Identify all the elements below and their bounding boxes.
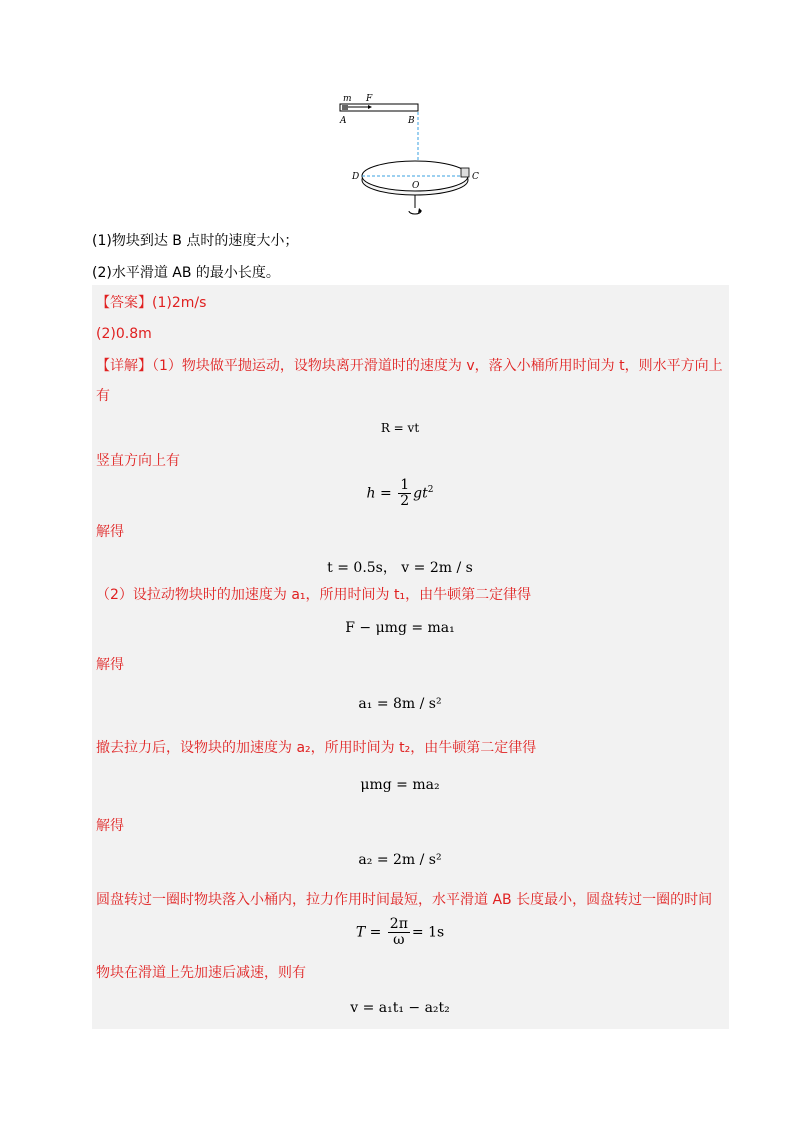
answer-1: (1)2m/s (152, 295, 207, 311)
eq8-left: T = (355, 924, 382, 941)
equation-5: a₁ = 8m / s² (358, 696, 442, 712)
question-1: (1)物块到达 B 点时的速度大小； (92, 233, 299, 249)
eq8-right: = 1s (411, 924, 445, 941)
disk-track-diagram (330, 90, 500, 230)
detail-p4: （2）设拉动物块时的加速度为 a₁，所用时间为 t₁，由牛顿第二定律得 (96, 587, 532, 603)
bucket (461, 168, 469, 177)
equation-2: h = $\frac{1}{2}$ $gt^2$ (366, 477, 434, 509)
label-m: m (343, 94, 352, 104)
eq8-num: 2π (389, 916, 408, 932)
equation-7: a₂ = 2m / s² (358, 852, 442, 868)
answer-line-1 (96, 293, 206, 313)
block (342, 105, 348, 110)
detail-p9: 物块在滑道上先加速后减速，则有 (96, 965, 306, 981)
equation-3: t = 0.5s， v = 2m / s (327, 560, 473, 576)
detail-p1: （1）物块做平抛运动，设物块离开滑道时的速度为 v，落入小桶所用时间为 t，则水平方向上 (152, 358, 723, 374)
equation-8 (0, 917, 800, 948)
detail-p6: 撤去拉力后，设物块的加速度为 a₂，所用时间为 t₂，由牛顿第二定律得 (96, 740, 537, 756)
physics-figure (330, 90, 500, 230)
answer-2: (2)0.8m (96, 326, 152, 342)
equation-9: v = a₁t₁ − a₂t₂ (350, 1000, 450, 1016)
eq2-num: 1 (400, 477, 410, 493)
label-D: D (352, 172, 360, 182)
question-2: (2)水平滑道 AB 的最小长度。 (92, 265, 280, 281)
detail-p2: 竖直方向上有 (96, 453, 180, 469)
eq2-fraction (398, 478, 411, 509)
equation-6: μmg = ma₂ (360, 777, 440, 793)
label-F: F (366, 94, 373, 104)
equation-1: R = vt (380, 421, 420, 435)
detail-p5: 解得 (96, 657, 124, 673)
label-A: A (340, 116, 347, 126)
eq2-den: 2 (400, 493, 410, 509)
detail-tag: 【详解】 (96, 358, 152, 374)
eq2-left: h = (366, 485, 392, 502)
answer-tag: 【答案】 (96, 295, 152, 311)
label-B: B (408, 116, 415, 126)
detail-p7: 解得 (96, 818, 124, 834)
eq8-den: ω (393, 932, 405, 948)
detail-p8: 圆盘转过一圈时物块落入小桶内，拉力作用时间最短，水平滑道 AB 长度最小，圆盘转过一圈的时间 (96, 892, 713, 908)
label-O: O (412, 181, 420, 191)
detail-line-1 (96, 356, 723, 376)
detail-p1b: 有 (96, 388, 110, 404)
label-C: C (472, 172, 479, 182)
eq8-fraction (388, 917, 410, 948)
equation-4: F − μmg = ma₁ (345, 620, 455, 636)
eq2-right: gt (413, 485, 428, 502)
detail-p3: 解得 (96, 524, 124, 540)
